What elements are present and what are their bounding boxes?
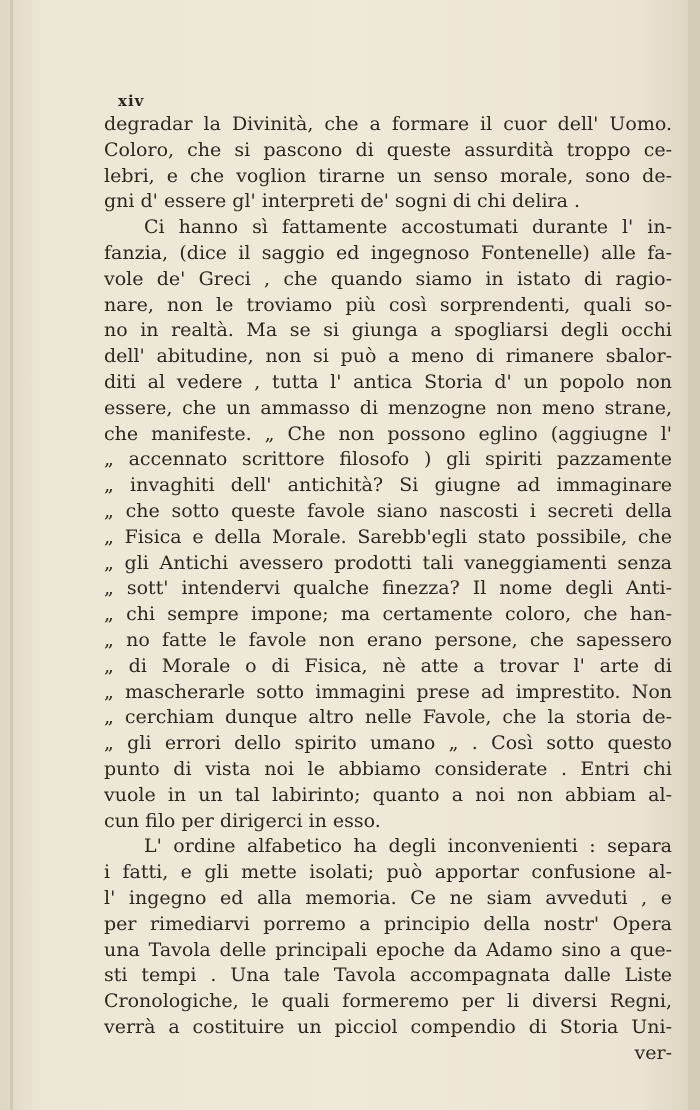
text-line: vuole in un tal labirinto; quanto a noi non abbiam al- — [104, 783, 672, 806]
text-line: nare, non le troviamo più così sorprendenti, quali so- — [104, 293, 672, 316]
text-line: Ci hanno sì fattamente accostumati durante l' in- — [144, 216, 672, 239]
text-line: una Tavola delle principali epoche da Adamo sino a que- — [104, 938, 672, 961]
text-line: cun filo per dirigerci in esso. — [104, 809, 381, 832]
text-line: che manifeste. „ Che non possono eglino (aggiugne l' — [104, 422, 672, 445]
text-line: i fatti, e gli mette isolati; può apportar confusione al- — [104, 861, 672, 884]
text-line: „ sott' intendervi qualche finezza? Il nome degli Anti- — [104, 577, 672, 600]
text-line: „ gli Antichi avessero prodotti tali vaneggiamenti senza — [104, 551, 672, 574]
text-line: Coloro, che si pascono di queste assurdità troppo ce- — [104, 138, 672, 161]
text-line: per rimediarvi porremo a principio della nostr' Opera — [104, 912, 672, 935]
text-line: sti tempi . Una tale Tavola accompagnata dalle Liste — [104, 964, 672, 987]
text-line: „ che sotto queste favole siano nascosti i secreti della — [104, 499, 672, 522]
page-edge — [688, 0, 700, 1110]
text-line: „ chi sempre impone; ma certamente coloro, che han- — [104, 603, 672, 626]
text-line: „ gli errori dello spirito umano „ . Così sotto questo — [104, 732, 672, 755]
text-line: essere, che un ammasso di menzogne non meno strane, — [104, 396, 672, 419]
page-number: xiv — [118, 92, 145, 110]
text-line: lebri, e che voglion tirarne un senso morale, sono de- — [104, 164, 672, 187]
text-line: „ Fisica e della Morale. Sarebb'egli stato possibile, che — [104, 525, 672, 548]
text-line: fanzia, (dice il saggio ed ingegnoso Fontenelle) alle fa- — [104, 241, 672, 264]
text-line: degradar la Divinità, che a formare il cuor dell' Uomo. — [104, 113, 672, 135]
text-line: „ accennato scrittore filosofo ) gli spiriti pazzamente — [104, 448, 672, 471]
text-line: L' ordine alfabetico ha degli inconvenienti : separa — [144, 835, 672, 858]
page-spine-shadow — [10, 0, 13, 1110]
text-line: vole de' Greci , che quando siamo in istato di ragio- — [104, 267, 672, 290]
text-line: „ di Morale o di Fisica, nè atte a trovar l' arte di — [104, 654, 672, 677]
body-text — [104, 112, 672, 1066]
text-line: l' ingegno ed alla memoria. Ce ne siam avveduti , e — [104, 886, 672, 909]
text-line: ver- — [634, 1041, 672, 1064]
text-line: no in realtà. Ma se si giunga a spogliarsi degli occhi — [104, 319, 672, 342]
text-line: Cronologiche, le quali formeremo per li diversi Regni, — [104, 990, 672, 1013]
text-line: „ cerchiam dunque altro nelle Favole, che la storia de- — [104, 706, 672, 729]
text-line: punto di vista noi le abbiamo considerate . Entri chi — [104, 757, 672, 780]
text-line: gni d' essere gl' interpreti de' sogni di chi delira . — [104, 190, 581, 213]
text-line: „ no fatte le favole non erano persone, che sapessero — [104, 628, 672, 651]
text-line: „ mascherarle sotto immagini prese ad imprestito. Non — [104, 680, 672, 703]
text-line: dell' abitudine, non si può a meno di rimanere sbalor- — [104, 345, 672, 368]
text-line: „ invaghiti dell' antichità? Si giugne ad immaginare — [104, 474, 672, 497]
text-line: diti al vedere , tutta l' antica Storia d' un popolo non — [104, 370, 672, 393]
text-line: verrà a costituire un picciol compendio di Storia Uni- — [104, 1015, 672, 1038]
